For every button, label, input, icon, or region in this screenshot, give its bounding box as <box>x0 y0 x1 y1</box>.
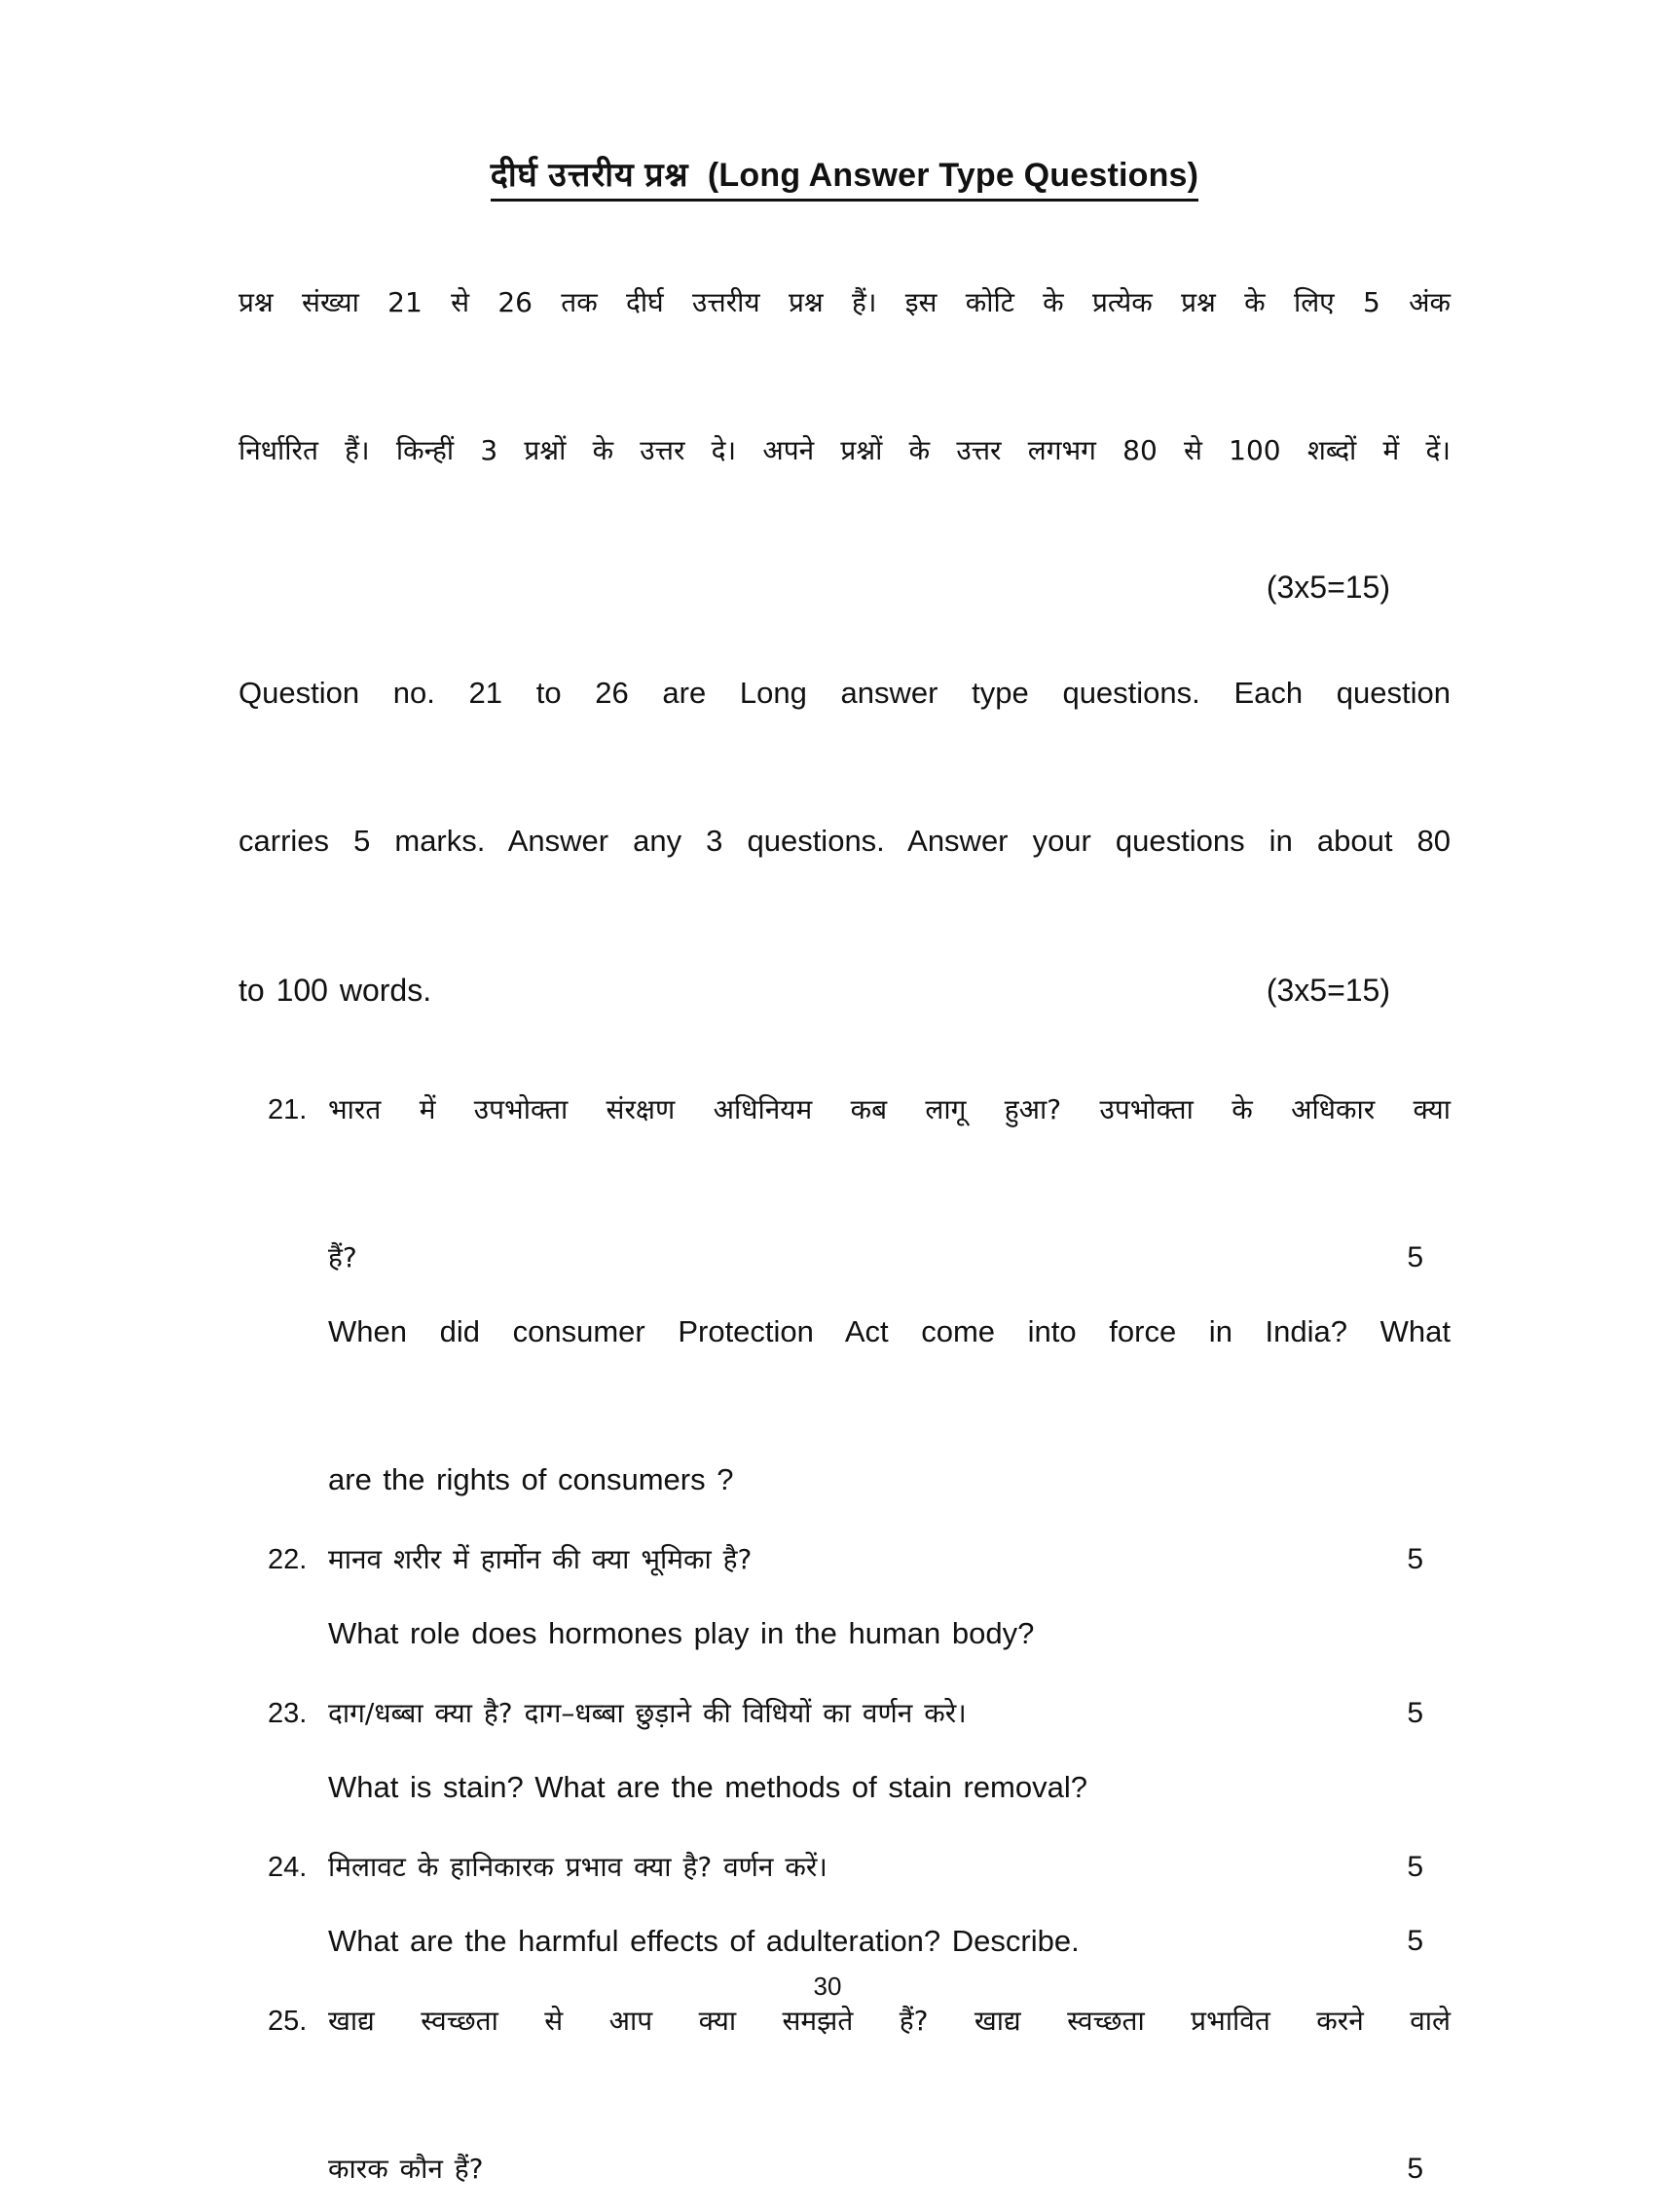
instructions-english-line-1: Question no. 21 to 26 are Long answer type questions. Each question <box>239 676 1451 710</box>
question-body <box>328 1523 1363 1671</box>
question-row <box>239 1830 1451 1978</box>
question-english-line-1: What is stain? What are the methods of stain removal? <box>328 1770 1087 1804</box>
question-row <box>239 1523 1451 1671</box>
question-english-line-2: are the rights of consumers ? <box>328 1462 734 1496</box>
instructions-english-line-3: to 100 words. <box>239 973 432 1008</box>
instructions-hindi-line-1: प्रश्न संख्या 21 से 26 तक दीर्घ उत्तरीय प्रश्न हैं। इस कोटि के प्रत्येक प्रश्न के लिए 5 अंक <box>239 286 1451 318</box>
question-hindi-line-1: दाग/धब्बा क्या है? दाग–धब्बा छुड़ाने की विधियों का वर्णन करे। <box>328 1697 967 1729</box>
question-item <box>239 1984 1451 2206</box>
question-number: 24. <box>268 1852 308 1883</box>
instructions-hindi <box>239 266 1451 562</box>
question-hindi-line-1: मानव शरीर में हार्मोन की क्या भूमिका है? <box>328 1543 753 1575</box>
question-english-line-1: When did consumer Protection Act come into force in India? What <box>328 1314 1451 1348</box>
instructions-english <box>239 656 1451 1028</box>
instructions-english-line-2: carries 5 marks. Answer any 3 questions. Answer your questions in about 80 <box>239 824 1451 858</box>
page-title-hindi: दीर्घ उत्तरीय प्रश्न <box>490 157 689 194</box>
question-body <box>328 1073 1451 1517</box>
question-hindi-line-2-row <box>328 1221 1451 1295</box>
question-row <box>239 1984 1451 2206</box>
question-number: 21. <box>268 1094 308 1125</box>
question-english-line-1-row <box>328 1904 1451 1978</box>
question-row <box>239 1677 1451 1825</box>
question-row <box>239 1073 1451 1517</box>
question-marks: 5 <box>1407 1543 1423 1575</box>
page-number: 30 <box>813 1972 842 2001</box>
question-hindi-line-2-row <box>328 2132 1451 2206</box>
question-marks: 5 <box>1407 1851 1423 1883</box>
questions-list <box>239 1073 1451 2206</box>
question-item <box>239 1073 1451 1517</box>
question-number: 23. <box>268 1698 308 1729</box>
question-item <box>239 1830 1451 1978</box>
page-title <box>239 151 1451 205</box>
question-number: 25. <box>268 2006 308 2037</box>
question-marks: 5 <box>1407 1241 1423 1273</box>
question-item <box>239 1677 1451 1825</box>
instructions-hindi-marks: (3x5=15) <box>1266 570 1390 605</box>
question-body <box>328 1984 1451 2206</box>
question-english-line-1: What are the harmful effects of adulteration? Describe. <box>328 1924 1080 1958</box>
page-title-english: (Long Answer Type Questions) <box>707 157 1199 194</box>
page-title-underline <box>491 151 1198 202</box>
question-hindi-line-1: मिलावट के हानिकारक प्रभाव क्या है? वर्णन करें। <box>328 1851 828 1883</box>
question-marks: 5 <box>1407 1697 1423 1729</box>
question-english-marks: 5 <box>1407 1925 1423 1957</box>
question-number: 22. <box>268 1544 308 1575</box>
question-marks: 5 <box>1407 2153 1423 2185</box>
question-hindi-line-1-row <box>328 1830 1451 1904</box>
page-content <box>239 151 1451 2212</box>
instructions-english-line-3-row <box>239 952 1451 1028</box>
question-body <box>328 1677 1363 1825</box>
question-english-line-1: What role does hormones play in the human body? <box>328 1616 1035 1650</box>
question-hindi-line-2: कारक कौन हैं? <box>328 2153 484 2185</box>
question-hindi-line-1: खाद्य स्वच्छता से आप क्या समझते हैं? खाद्य स्वच्छता प्रभावित करने वाले <box>328 2005 1451 2037</box>
question-hindi-line-1: भारत में उपभोक्ता संरक्षण अधिनियम कब लागू हुआ? उपभोक्ता के अधिकार क्या <box>328 1093 1451 1125</box>
question-item <box>239 1523 1451 1671</box>
question-hindi-line-2: हैं? <box>328 1241 357 1273</box>
question-body <box>328 1830 1451 1978</box>
instructions-english-marks: (3x5=15) <box>1266 973 1390 1008</box>
instructions-hindi-line-2: निर्धारित हैं। किन्हीं 3 प्रश्नों के उत्तर दे। अपने प्रश्नों के उत्तर लगभग 80 से 100 शब्दों में दें। <box>239 434 1451 466</box>
